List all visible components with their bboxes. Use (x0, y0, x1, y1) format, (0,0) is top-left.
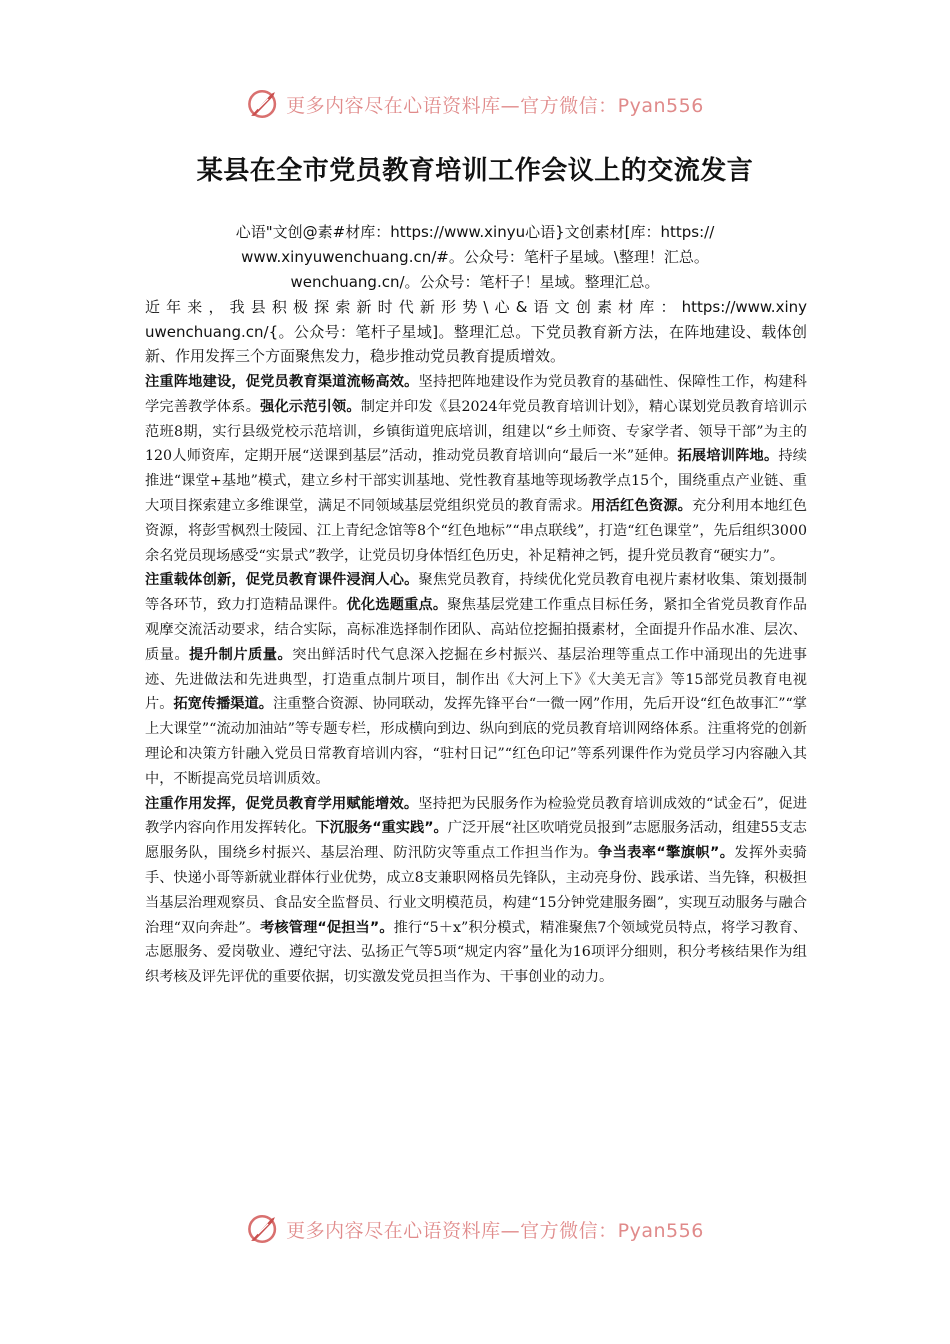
paragraph-text: 坚持把阵地建设作为党员教育的基础性、保障性工作，构建科学完善教学体系。 (145, 374, 807, 415)
quill-logo-icon (246, 1212, 280, 1246)
section-paragraph (145, 792, 807, 990)
section-paragraph (145, 370, 807, 568)
paragraph-text: 广泛开展“社区吹哨党员报到”志愿服务活动，组建55支志愿服务队，围绕乡村振兴、基层治理、防汛防灾等重点工作担当作为。 (145, 820, 807, 862)
source-line: wenchuang.cn/。公众号：笔杆子！星域。整理汇总。 (290, 273, 660, 291)
paragraph-text: 持续推进“课堂+基地”模式，建立乡村干部实训基地、党性教育基地等现场教学点15个，围绕重点产业链、重大项目探索建立多维课堂，满足不同领域基层党组织党员的教育需求。 (145, 448, 807, 514)
subsection-heading: 考核管理“促担当”。 (260, 919, 394, 936)
source-line: 心语"文创@素#材库：https://www.xinyu心语}文创素材[库：https:// (235, 223, 715, 241)
paragraph-text: 推行“5＋x”积分模式，精准聚焦7个领域党员特点，将学习教育、志愿服务、爱岗敬业、遵纪守法、弘扬正气等5项“规定内容”量化为16项评分细则，积分考核结果作为组织考核及评先评优的重要依据，切实激发党员担当作为、干事创业的动力。 (145, 919, 808, 986)
source-info (150, 220, 800, 295)
paragraph-text: 发挥外卖骑手、快递小哥等新就业群体行业优势，成立8支兼职网格员先锋队，主动亮身份、践承诺、当先锋，积极担当基层治理观察员、食品安全监督员、行业文明模范员，构建“15分钟党建服务圈”，实现互动服务与融合治理“双向奔赴”。 (145, 845, 808, 936)
paragraph-text: 充分利用本地红色资源，将彭雪枫烈士陵园、江上青纪念馆等8个“红色地标”“串点联线”，打造“红色课堂”，先后组织3000余名党员现场感受“实景式”教学，让党员切身体悟红色历史，补足精神之钙，提升党员教育“硬实力”。 (145, 497, 807, 564)
section-heading: 注重作用发挥，促党员教育学用赋能增效。 (145, 795, 419, 812)
paragraph-text: 制定并印发《县2024年党员教育培训计划》，精心谋划党员教育培训示范班8期，实行县级党校示范培训，乡镇街道兜底培训，组建以“乡土师资、专家学者、领导干部”为主的120人师资库，定期开展“送课到基层”活动，推动党员教育培训向“最后一米”延伸。 (145, 398, 807, 465)
intro-rest: https://www.xinyuwenchuang.cn/{。公众号：笔杆子星域]。整理汇总。下党员教育新方法，在阵地建设、载体创新、作用发挥三个方面聚焦发力，稳步推动党员教育提质增效。 (145, 298, 807, 365)
paragraph-text: 聚焦党员教育，持续优化党员教育电视片素材收集、策划摄制等各环节，致力打造精品课件。 (145, 572, 807, 614)
subsection-heading: 拓展培训阵地。 (677, 448, 779, 465)
subsection-heading: 提升制片质量。 (189, 646, 293, 663)
subsection-heading: 强化示范引领。 (260, 398, 361, 415)
banner-text: 更多内容尽在心语资料库—官方微信：Pyan556 (286, 1219, 704, 1242)
section-paragraph (145, 568, 807, 791)
subsection-heading: 下沉服务“重实践”。 (315, 820, 448, 837)
section-heading: 注重阵地建设，促党员教育渠道流畅高效。 (145, 374, 419, 390)
section-heading: 注重载体创新，促党员教育课件浸润人心。 (145, 572, 419, 589)
paragraph-text: 聚焦基层党建工作重点目标任务，紧扣全省党员教育作品观摩交流活动要求，结合实际，高标准选择制作团队、高站位挖掘拍摄素材，全面提升作品水准、层次、质量。 (145, 597, 807, 663)
subsection-heading: 用活红色资源。 (591, 497, 693, 514)
page-title: 某县在全市党员教育培训工作会议上的交流发言 (196, 156, 754, 186)
intro-lead: 近年来，我县积极探索新时代新形势\心&语文创素材库： (145, 298, 682, 316)
subsection-heading: 拓宽传播渠道。 (173, 696, 273, 713)
banner-text: 更多内容尽在心语资料库—官方微信：Pyan556 (286, 94, 704, 117)
source-line: www.xinyuwenchuang.cn/#。公众号：笔杆子星域。\整理！汇总。 (241, 248, 709, 266)
intro-paragraph (145, 295, 807, 369)
quill-logo-icon (246, 87, 280, 121)
subsection-heading: 优化选题重点。 (346, 597, 448, 614)
paragraph-text: 注重整合资源、协同联动，发挥先锋平台“一微一网”作用，先后开设“红色故事汇”“掌上大课堂”“流动加油站”等专题专栏，形成横向到边、纵向到底的党员教育培训网络体系。注重将党的创新理论和决策方针融入党员日常教育培训内容，“驻村日记”“红色印记”等系列课件作为党员学习内容融入其中，不断提高党员培训质效。 (145, 696, 807, 787)
paragraph-text: 坚持把为民服务作为检验党员教育培训成效的“试金石”，促进教学内容向作用发挥转化。 (145, 795, 807, 837)
subsection-heading: 争当表率“擎旗帜”。 (597, 845, 735, 862)
body-content (145, 370, 807, 990)
header-banner (0, 84, 950, 124)
paragraph-text: 突出鲜活时代气息深入挖掘在乡村振兴、基层治理等重点工作中涌现出的先进事迹、先进做法和先进典型，打造重点制片项目，制作出《大河上下》《大美无言》等15部党员教育电视片。 (145, 646, 807, 713)
footer-banner (0, 1209, 950, 1249)
